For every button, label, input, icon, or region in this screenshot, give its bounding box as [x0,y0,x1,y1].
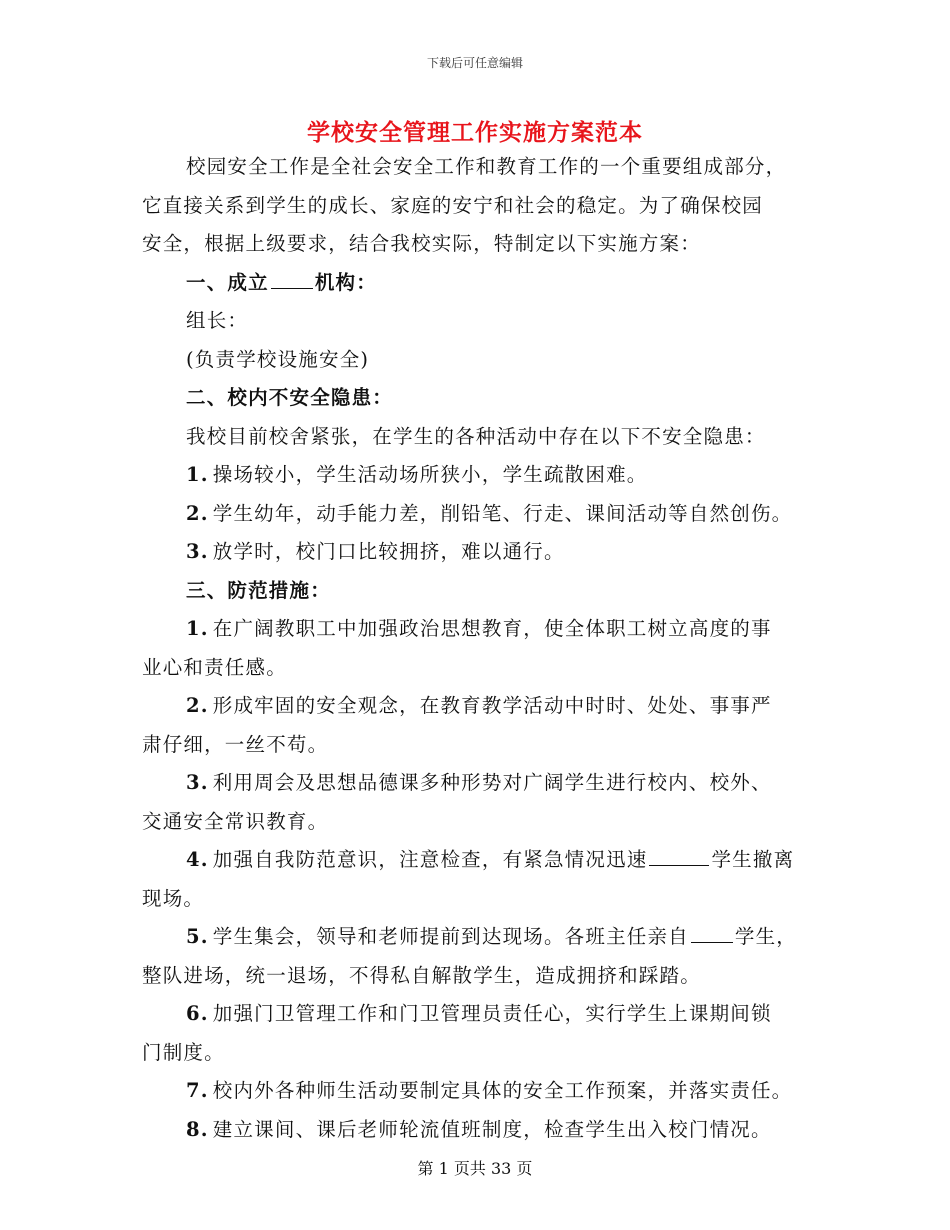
fill-blank [691,926,733,943]
intro-line-2: 它直接关系到学生的成长、家庭的安宁和社会的稳定。为了确保校园 [142,193,764,217]
list-item-text: 加强门卫管理工作和门卫管理员责任心，实行学生上课期间锁 [212,1002,772,1025]
list-item-text: 学生集会，领导和老师提前到达现场。各班主任亲自 [212,925,689,948]
measure-4-line-2: 现场。 [142,886,205,910]
hazard-item-2 [142,495,810,534]
list-number: 4. [186,848,209,871]
list-number: 2. [186,694,209,717]
measure-3-line-2: 交通安全常识教育。 [142,809,329,833]
list-number: 5. [186,925,209,948]
intro-line-1: 校园安全工作是全社会安全工作和教育工作的一个重要组成部分， [186,155,787,178]
list-item-text-tail: 学生撤离 [711,848,795,871]
intro-line-3: 安全，根据上级要求，结合我校实际，特制定以下实施方案： [142,232,701,255]
list-number: 1. [186,463,209,486]
measure-8-line-1 [142,1111,810,1150]
list-number: 1. [186,617,209,640]
measure-6-line-2: 门制度。 [142,1040,225,1064]
measure-1-line-2: 业心和责任感。 [142,655,287,679]
section-1-heading [142,264,810,303]
list-item-text: 形成牢固的安全观念，在教育教学活动中时时、处处、事事严 [212,694,772,717]
measure-2-line-2: 肃仔细，一丝不苟。 [142,732,329,756]
measure-5-line-1 [142,918,810,957]
leader-note: (负责学校设施安全) [186,347,370,371]
leader-line: 组长： [186,309,249,332]
list-item-text: 在广阔教职工中加强政治思想教育，使全体职工树立高度的事 [212,617,772,640]
section-3-heading: 三、防范措施： [186,578,331,602]
list-item-text: 学生幼年，动手能力差，削铅笔、行走、课间活动等自然创伤。 [212,501,793,525]
list-number: 3. [186,771,209,794]
measure-1-line-1 [142,610,810,649]
measure-4-line-1 [142,841,810,880]
list-item-text: 加强自我防范意识，注意检查，有紧急情况迅速 [212,848,648,871]
document-title: 学校安全管理工作实施方案范本 [307,119,643,146]
list-item-text: 放学时，校门口比较拥挤，难以通行。 [212,540,565,563]
list-item-text-tail: 学生， [734,925,797,948]
list-number: 2. [186,501,209,525]
measure-6-line-1 [142,995,810,1034]
list-item-text: 建立课间、课后老师轮流值班制度，检查学生出入校门情况。 [212,1117,772,1141]
section-2-heading: 二、校内不安全隐患： [186,386,394,409]
list-number: 8. [186,1117,209,1141]
list-number: 7. [186,1079,209,1102]
measure-2-line-1 [142,687,810,726]
page-footer: 第 1 页共 33 页 [417,1159,533,1178]
measure-7-line-1 [142,1072,810,1111]
fill-blank [271,272,313,289]
hazard-item-3 [142,533,810,572]
list-item-text: 利用周会及思想品德课多种形势对广阔学生进行校内、校外、 [212,771,772,794]
list-item-text: 校内外各种师生活动要制定具体的安全工作预案，并落实责任。 [212,1079,793,1102]
section-2-lead: 我校目前校舍紧张，在学生的各种活动中存在以下不安全隐患： [186,424,766,448]
list-item-text: 操场较小，学生活动场所狭小，学生疏散困难。 [212,463,648,486]
measure-5-line-2: 整队进场，统一退场，不得私自解散学生，造成拥挤和踩踏。 [142,963,701,987]
section-1-heading-suffix: 机构： [314,270,377,294]
list-number: 6. [186,1002,209,1025]
list-number: 3. [186,540,209,563]
document-body [142,148,810,1149]
hazard-item-1 [142,456,810,495]
measure-3-line-1 [142,764,810,803]
section-1-heading-prefix: 一、成立 [186,270,269,294]
header-note: 下载后可任意编辑 [426,56,523,70]
fill-blank [649,849,709,866]
